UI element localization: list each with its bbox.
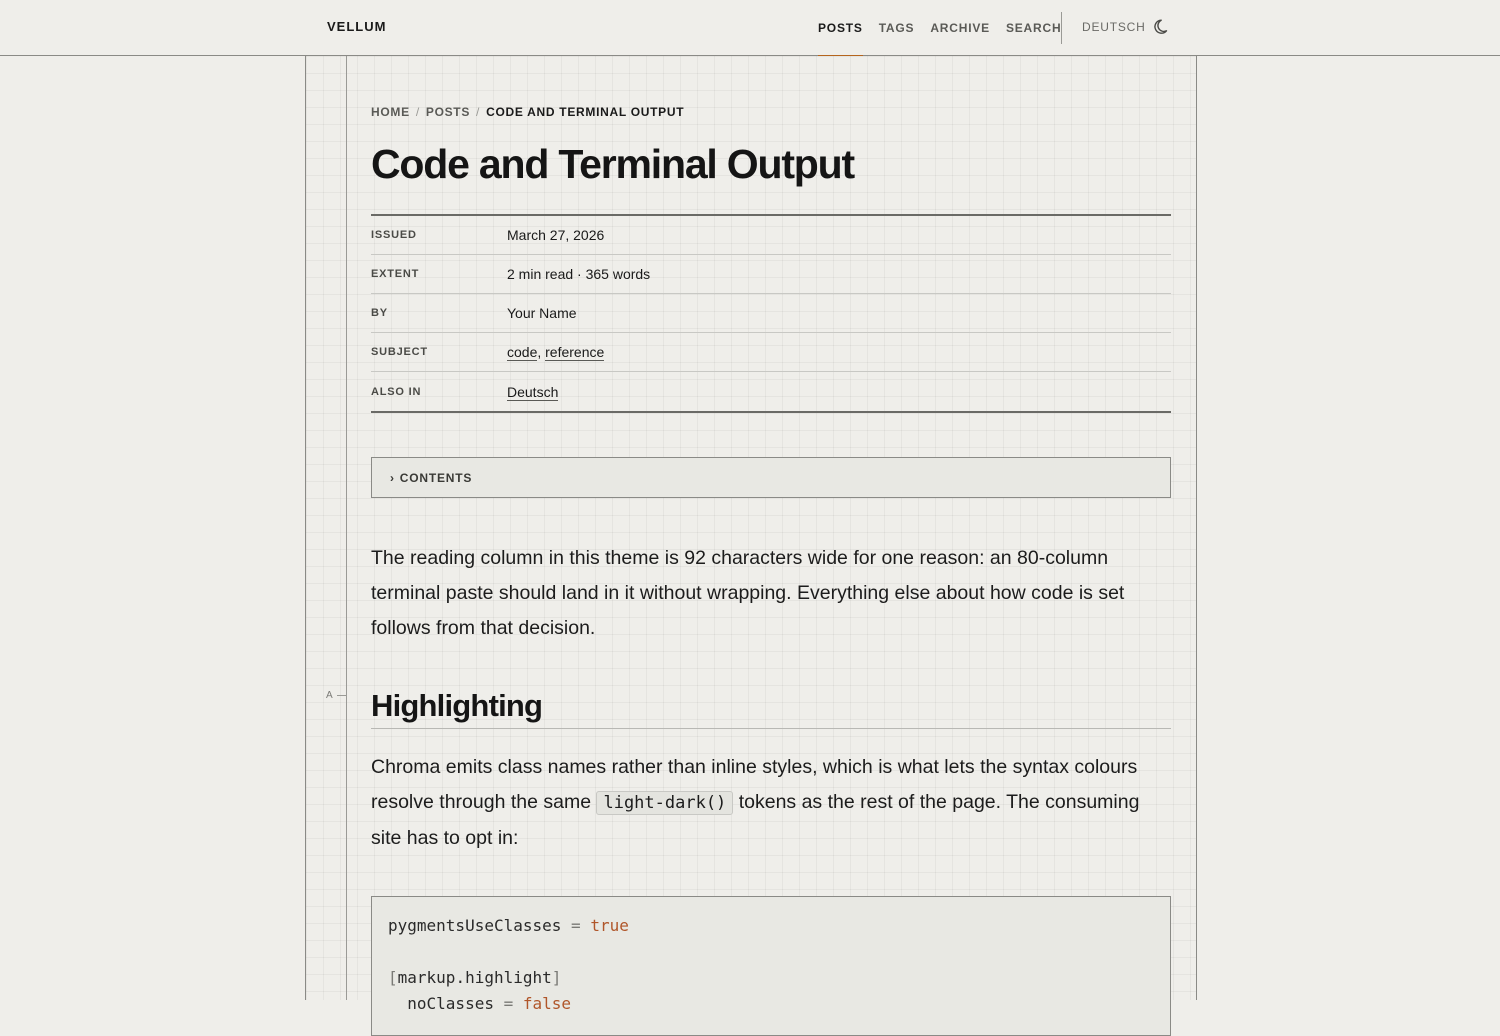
code-punctuation: [: [388, 968, 398, 987]
inline-code: light-dark(): [596, 791, 733, 815]
code-operator: =: [503, 994, 514, 1013]
code-block[interactable]: [371, 896, 1171, 1036]
tag-separator: ,: [537, 344, 542, 360]
meta-author: Your Name: [507, 305, 577, 321]
contents-label: CONTENTS: [399, 470, 473, 485]
meta-key: ISSUED: [371, 229, 417, 241]
section-marker: [326, 690, 346, 701]
code-key: pygmentsUseClasses: [388, 916, 562, 935]
code-value: false: [522, 994, 572, 1013]
meta-key: EXTENT: [371, 268, 420, 280]
breadcrumb-posts[interactable]: POSTS: [425, 105, 471, 119]
section-heading-highlighting: Highlighting: [371, 688, 1171, 729]
gutter-line: [346, 56, 347, 1000]
language-switch[interactable]: DEUTSCH: [1082, 20, 1146, 34]
paragraph-text: tokens as the rest of the page. The consuming site has to opt in:: [371, 791, 1140, 849]
meta-subject-tags: [507, 344, 604, 360]
code-key: noClasses: [407, 994, 494, 1013]
section-marker-tick: [337, 695, 346, 696]
meta-table: [371, 214, 1171, 413]
nav-archive[interactable]: ARCHIVE: [930, 21, 990, 35]
section-marker-letter: A: [326, 690, 333, 701]
code-punctuation: ]: [551, 968, 562, 987]
meta-key: ALSO IN: [371, 385, 422, 398]
main-nav: [818, 0, 1061, 56]
meta-row-by: [371, 294, 1171, 333]
nav-search[interactable]: SEARCH: [1005, 21, 1062, 35]
theme-toggle-button[interactable]: [1153, 17, 1173, 37]
breadcrumb-home[interactable]: HOME: [371, 105, 410, 119]
meta-key: SUBJECT: [371, 346, 428, 358]
chevron-right-icon: ›: [390, 470, 395, 485]
meta-translations: [507, 384, 558, 400]
meta-row-also-in: [371, 372, 1171, 411]
code-value: true: [590, 916, 629, 935]
translation-link-deutsch[interactable]: Deutsch: [507, 383, 559, 400]
paragraph-text: Chroma emits class names rather than inline styles, which is what lets the syntax colours resolve through the same: [371, 756, 1138, 813]
breadcrumb-current: CODE AND TERMINAL OUTPUT: [486, 105, 685, 119]
page-frame: [305, 56, 1197, 1013]
code-section: markup.highlight: [397, 968, 552, 987]
meta-row-extent: [371, 255, 1171, 294]
nav-tags[interactable]: TAGS: [878, 21, 915, 35]
site-brand[interactable]: VELLUM: [327, 19, 387, 34]
intro-paragraph: The reading column in this theme is 92 characters wide for one reason: an 80-column terminal paste should land in it without wrapping. Everything else about how code is set follows from that decision.: [371, 547, 1125, 639]
site-header: [0, 0, 1500, 56]
moon-icon: [1153, 17, 1173, 37]
meta-key: BY: [371, 307, 388, 319]
contents-toggle[interactable]: [371, 457, 1171, 498]
nav-posts[interactable]: POSTS: [818, 0, 863, 56]
nav-divider: [1061, 12, 1062, 44]
breadcrumb: [371, 105, 684, 119]
highlighting-paragraph: [371, 750, 1171, 856]
meta-row-issued: [371, 216, 1171, 255]
page-title: Code and Terminal Output: [371, 141, 854, 187]
code-operator: =: [571, 916, 581, 935]
meta-row-subject: [371, 333, 1171, 372]
meta-issued-date: March 27, 2026: [507, 227, 605, 243]
meta-extent: 2 min read · 365 words: [507, 266, 651, 282]
breadcrumb-separator: /: [476, 105, 481, 119]
breadcrumb-separator: /: [415, 105, 420, 119]
tag-link-code[interactable]: code: [507, 344, 538, 360]
tag-link-reference[interactable]: reference: [545, 344, 605, 360]
